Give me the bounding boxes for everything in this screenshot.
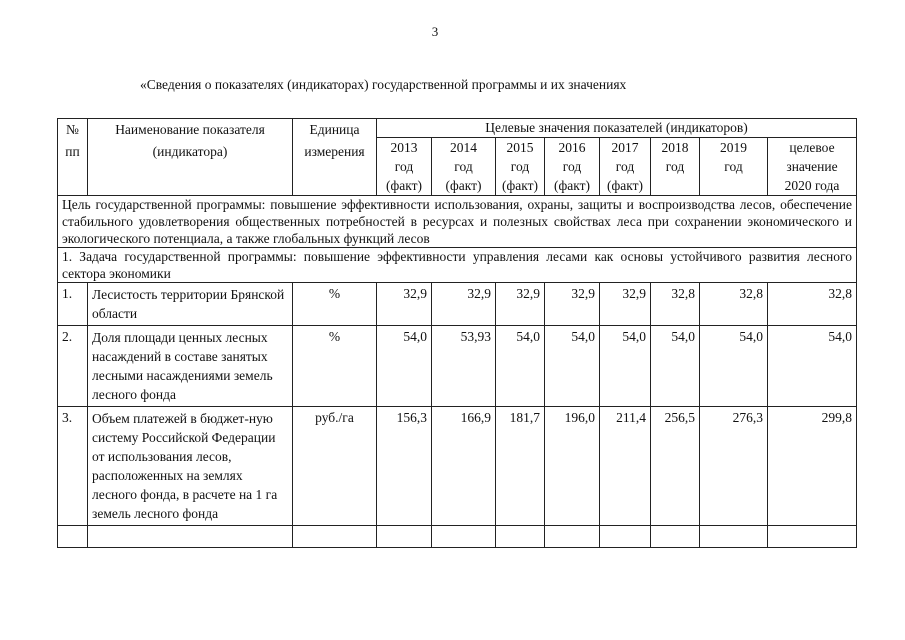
year-header-line3: 2020 года [784,178,840,193]
filler-cell [700,526,768,548]
year-header-2016 [545,138,600,196]
year-header-line2: год [562,159,582,174]
year-header-line2: значение [786,159,838,174]
year-header-line1: 2014 [450,140,477,155]
table-row [58,283,857,326]
value-cell: 256,5 [651,407,700,526]
program-goal-cell: Цель государственной программы: повышение эффективности использования, охраны, защиты и воспроизводства лесов, обеспечение стабильного удовлетворения общественных потребностей в ресурсах и полезных свойствах леса при сохранении экономического и экологического потенциала, а также глобальных функций лесов [58,196,857,248]
year-header-line2: год [454,159,473,174]
goal-row [58,196,857,248]
indicator-name: Лесистость территории Брянской области [88,283,293,326]
value-cell: 156,3 [377,407,432,526]
value-cell: 32,9 [545,283,600,326]
year-header-line1: 2019 [720,140,747,155]
value-cell: 54,0 [496,326,545,407]
unit-cell: % [293,326,377,407]
document-title: «Сведения о показателях (индикаторах) государственной программы и их значениях [140,77,627,92]
table-row-filler [58,526,857,548]
value-cell: 54,0 [768,326,857,407]
header-row-top [58,119,857,138]
value-cell: 181,7 [496,407,545,526]
filler-cell [432,526,496,548]
unit-cell: руб./га [293,407,377,526]
year-header-line1: 2017 [611,140,639,155]
page-number: 3 [431,24,439,39]
value-cell: 32,8 [651,283,700,326]
indicator-name: Объем платежей в бюджет-ную систему Российской Федерации от использования лесов, расположенных на землях лесного фонда, в расчете на 1 га земель лесного фонда [88,407,293,526]
row-number: 2. [58,326,88,407]
value-cell: 32,9 [496,283,545,326]
year-header-line2: год [665,159,685,174]
unit-cell: % [293,283,377,326]
value-cell: 211,4 [600,407,651,526]
value-cell: 54,0 [700,326,768,407]
filler-cell [496,526,545,548]
year-header-line3: (факт) [385,178,422,193]
value-cell: 54,0 [651,326,700,407]
indicators-table [57,118,857,548]
value-cell: 54,0 [545,326,600,407]
filler-cell [58,526,88,548]
year-header-line1: 2016 [558,140,586,155]
value-cell: 32,8 [700,283,768,326]
year-header-2014 [432,138,496,196]
year-header-line1: 2018 [661,140,689,155]
row-number: 3. [58,407,88,526]
year-header-2019 [700,138,768,196]
year-header-line1: 2015 [506,140,534,155]
year-header-line2: год [394,159,414,174]
filler-cell [768,526,857,548]
year-header-line3: (факт) [606,178,643,193]
filler-cell [651,526,700,548]
row-number: 1. [58,283,88,326]
year-header-line2: год [510,159,530,174]
value-cell: 32,9 [377,283,432,326]
filler-cell [88,526,293,548]
year-header-2018 [651,138,700,196]
filler-cell [377,526,432,548]
value-cell: 54,0 [600,326,651,407]
header-num-line2: пп [65,144,80,159]
header-targets-cell: Целевые значения показателей (индикаторов) [377,119,857,138]
year-header-line3: (факт) [553,178,590,193]
header-num-line1: № [66,122,79,137]
year-header-line2: год [724,159,743,174]
task-row [58,248,857,283]
value-cell: 54,0 [377,326,432,407]
table-row [58,407,857,526]
value-cell: 276,3 [700,407,768,526]
value-cell: 299,8 [768,407,857,526]
year-header-target-2020 [768,138,857,196]
year-header-line2: год [615,159,635,174]
year-header-line3: (факт) [445,178,482,193]
header-name-cell: Наименование показателя (индикатора) [88,119,293,196]
year-header-line1: 2013 [390,140,418,155]
value-cell: 166,9 [432,407,496,526]
indicator-name: Доля площади ценных лесных насаждений в составе занятых лесными насаждениями земель лесного фонда [88,326,293,407]
value-cell: 32,8 [768,283,857,326]
program-task-cell: 1. Задача государственной программы: повышение эффективности управления лесами как основы устойчивого развития лесного сектора экономики [58,248,857,283]
value-cell: 32,9 [600,283,651,326]
year-header-2017 [600,138,651,196]
table-row [58,326,857,407]
filler-cell [293,526,377,548]
year-header-2015 [496,138,545,196]
year-header-line3: (факт) [501,178,538,193]
value-cell: 196,0 [545,407,600,526]
header-unit-cell: Единица измерения [293,119,377,196]
year-header-line1: целевое [789,140,835,155]
header-num-cell [58,119,88,196]
value-cell: 53,93 [432,326,496,407]
year-header-2013 [377,138,432,196]
value-cell: 32,9 [432,283,496,326]
filler-cell [600,526,651,548]
filler-cell [545,526,600,548]
